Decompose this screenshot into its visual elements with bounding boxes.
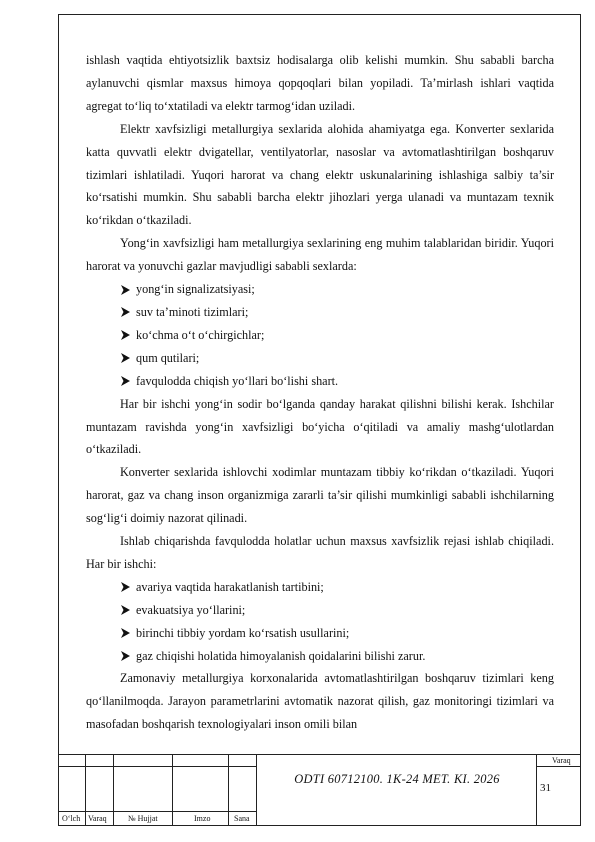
list-item-text: ko‘chma o‘t o‘chirgichlar; (136, 327, 265, 342)
divider (58, 811, 256, 812)
list-item-text: suv ta’minoti tizimlari; (136, 304, 249, 319)
arrow-bullet-icon (120, 307, 136, 317)
bullet-list (86, 278, 554, 393)
arrow-bullet-icon (120, 330, 136, 340)
list-item-text: gaz chiqishi holatida himoyalanish qoidalarini bilishi zarur. (136, 648, 426, 663)
paragraph: Ishlab chiqarishda favqulodda holatlar uchun maxsus xavfsizlik rejasi ishlab chiqiladi. Har bir ishchi: (86, 534, 554, 571)
list-item (86, 301, 554, 324)
paragraph: ishlash vaqtida ehtiyotsizlik baxtsiz hodisalarga olib kelishi mumkin. Shu sababli barcha aylanuvchi qismlar maxsus himoya qopqoqlari bilan yopiladi. Ta’mirlash ishlari vaqtida agregat to‘liq to‘xtatiladi va elektr tarmog‘idan uziladi. (86, 53, 554, 113)
paragraph: Har bir ishchi yong‘in sodir bo‘lganda qanday harakat qilishni bilishi kerak. Ishchilar muntazam ravishda yong‘in xavfsizligi bo‘yicha o‘qitiladi va amaliy mashg‘ulotlardan o‘tkaziladi. (86, 396, 554, 457)
list-item (86, 278, 554, 301)
divider (85, 754, 86, 826)
arrow-bullet-icon (120, 628, 136, 638)
list-item-text: yong‘in signalizatsiyasi; (136, 282, 255, 297)
document-body (86, 49, 554, 736)
paragraph: Yong‘in xavfsizligi ham metallurgiya sexlarining eng muhim talablaridan biridir. Yuqori harorat va yonuvchi gazlar mavjudligi sababli sexlarda: (86, 236, 554, 274)
col-hujjat-label: № Hujjat (128, 814, 158, 823)
divider (58, 754, 581, 755)
list-item (86, 347, 554, 370)
varaq-label: Varaq (552, 756, 571, 765)
paragraph: Elektr xavfsizligi metallurgiya sexlarida alohida ahamiyatga ega. Konverter sexlarida katta quvvatli elektr dvigatellar, ventilyatorlar, nasoslar va avtomatlashtirilgan boshqaruv tizimlari ishlatiladi. Yuqori harorat va chang elektr uskunalarining ishlashiga salbiy ta’sir ko‘rsatishi mumkin. Shu sababli barcha elektr jihozlari yerga ulanadi va muntazam texnik ko‘rikdan o‘tkaziladi. (86, 121, 554, 228)
arrow-bullet-icon (120, 605, 136, 615)
col-sana-label: Sana (234, 814, 250, 823)
paragraph: Zamonaviy metallurgiya korxonalarida avtomatlashtirilgan boshqaruv tizimlari keng qo‘llanilmoqda. Jarayon parametrlarini avtomatik nazorat qilish, gaz monitoringi tizimlari va masofadan boshqarish texnologiyalari inson omili bilan (86, 671, 554, 732)
document-number: ODTI 60712100. 1K-24 MET. KI. 2026 (294, 772, 500, 786)
bullet-list (86, 576, 554, 668)
arrow-bullet-icon (120, 651, 136, 661)
page-number: 31 (540, 782, 551, 794)
list-item-text: qum qutilari; (136, 350, 200, 365)
list-item (86, 576, 554, 599)
list-item-text: favqulodda chiqish yo‘llari bo‘lishi shart. (136, 373, 339, 388)
arrow-bullet-icon (120, 285, 136, 295)
paragraph: Konverter sexlarida ishlovchi xodimlar muntazam tibbiy ko‘rikdan o‘tkaziladi. Yuqori harorat, gaz va chang inson organizmiga zararli ta’sir qilishi mumkinligi sababli ishchilarning sog‘lig‘i doimiy nazorat qilinadi. (86, 465, 554, 526)
list-item-text: avariya vaqtida harakatlanish tartibini; (136, 579, 324, 594)
list-item (86, 622, 554, 645)
arrow-bullet-icon (120, 376, 136, 386)
divider (256, 754, 257, 826)
list-item (86, 645, 554, 668)
list-item (86, 370, 554, 393)
divider (536, 754, 537, 826)
list-item (86, 324, 554, 347)
divider (228, 754, 229, 826)
divider (172, 754, 173, 826)
list-item-text: evakuatsiya yo‘llarini; (136, 602, 246, 617)
col-imzo-label: Imzo (194, 814, 211, 823)
arrow-bullet-icon (120, 353, 136, 363)
col-olch-label: O‘lch (62, 814, 81, 823)
col-varaq-label: Varaq (88, 814, 107, 823)
title-block (58, 754, 581, 826)
divider (58, 766, 256, 767)
arrow-bullet-icon (120, 582, 136, 592)
divider (536, 766, 581, 767)
list-item (86, 599, 554, 622)
list-item-text: birinchi tibbiy yordam ko‘rsatish usullarini; (136, 625, 350, 640)
divider (113, 754, 114, 826)
